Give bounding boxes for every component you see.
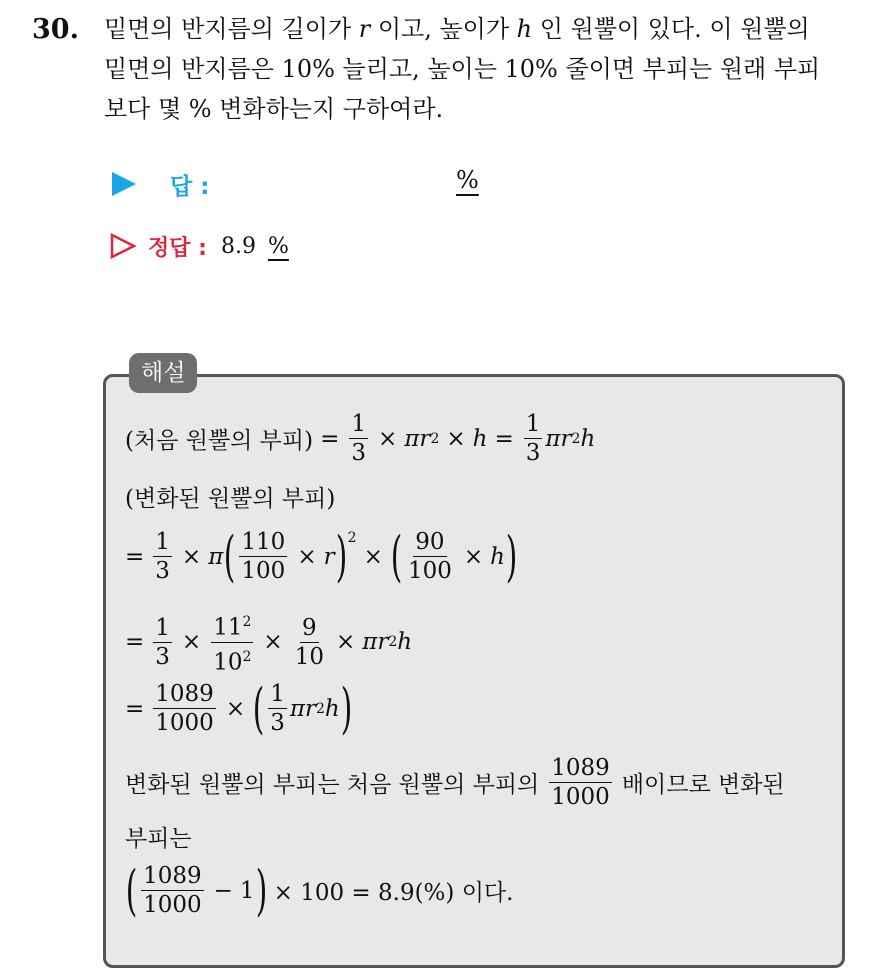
correct-answer-row: [110, 228, 289, 264]
correct-answer-value: 8.9: [220, 233, 256, 259]
solution-line-6: 변화된 원뿔의 부피는 처음 원뿔의 부피의 $\frac{1089}{1000}$ 배이므로 변화된: [125, 755, 785, 810]
correct-answer-unit: %: [267, 233, 289, 259]
solution-line-4: = $\frac{1}{3}$ × $\frac{11^2}{10^2}$ × $\frac{9}{10}$ × πr 2 h: [125, 608, 412, 676]
solution-line-8: ( $\frac{1089}{1000}$ − 1 ) × 100 = 8.9(%) 이다.: [125, 858, 514, 922]
question-line-3: 보다 몇 % 변화하는지 구하여라.: [104, 95, 444, 123]
correct-answer-label: 정답 :: [148, 235, 207, 261]
question-line-2: 밑면의 반지름은 10% 늘리고, 높이는 10% 줄이면 부피는 원래 부피: [104, 55, 821, 83]
play-outline-icon: [110, 233, 136, 259]
solution-line-1: (처음 원뿔의 부피) = $\frac{1}{3}$ × πr 2 × h = $\frac{1}{3}$ πr 2 h: [125, 411, 596, 466]
question-number: 30.: [32, 14, 79, 45]
solution-line-3: = $\frac{1}{3}$ × π ( $\frac{110}{100}$ × r ) $^2$ × ( $\frac{90}{100}$ × h ): [125, 524, 518, 588]
question-line-1: 밑면의 반지름의 길이가 r 이고, 높이가 h 인 원뿔이 있다. 이 원뿔의: [104, 15, 810, 43]
solution-tab: 해설: [129, 353, 197, 393]
play-icon: [112, 172, 136, 196]
answer-row: [112, 166, 479, 202]
solution-line-5: = $\frac{1089}{1000}$ × ( $\frac{1}{3}$ πr 2 h ): [125, 676, 353, 740]
solution-line-7: 부피는: [125, 826, 192, 852]
answer-label: 답 :: [170, 173, 210, 200]
solution-line-2: (변화된 원뿔의 부피): [125, 486, 336, 512]
answer-input-unit[interactable]: %: [456, 166, 479, 194]
